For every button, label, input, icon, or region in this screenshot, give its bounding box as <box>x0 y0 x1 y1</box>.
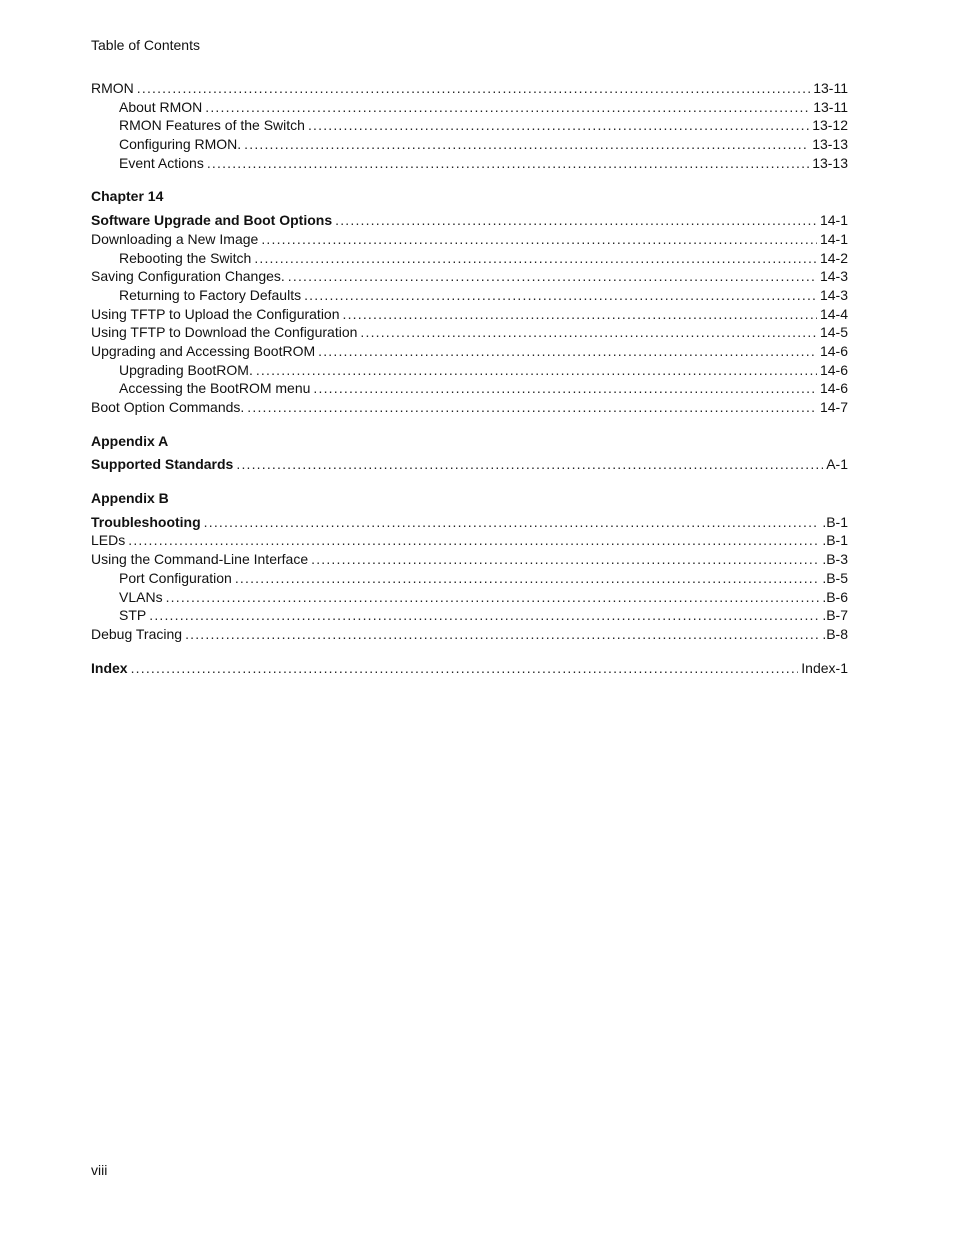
dot-leader <box>318 342 817 361</box>
toc-entry[interactable] <box>91 569 848 588</box>
toc-entry[interactable] <box>91 342 848 361</box>
section-heading: Appendix A <box>91 432 169 449</box>
toc-entry[interactable] <box>91 625 848 644</box>
toc-entry[interactable] <box>91 79 848 98</box>
toc-entry-page: 14-3 <box>819 286 848 303</box>
toc-entry-page: 14-4 <box>819 305 848 322</box>
dot-leader <box>256 361 817 380</box>
toc-entry-page: 13-12 <box>812 117 848 134</box>
toc-entry[interactable] <box>91 323 848 342</box>
toc-entry[interactable] <box>91 135 848 154</box>
toc-entry-title: Software Upgrade and Boot Options <box>91 212 333 229</box>
toc-entry[interactable] <box>91 154 848 173</box>
toc-entry-title: Debug Tracing <box>91 625 183 642</box>
toc-entry-page: Index-1 <box>801 659 848 676</box>
toc-entry-page: 13-11 <box>813 98 848 115</box>
toc-entry-page: .B-1 <box>822 513 848 530</box>
toc-entry[interactable] <box>91 116 848 135</box>
toc-entry-title: Supported Standards <box>91 456 234 473</box>
toc-entry-page: 14-6 <box>819 361 848 378</box>
toc-entry[interactable] <box>91 286 848 305</box>
dot-leader <box>166 588 820 607</box>
toc-entry-page: 14-6 <box>819 342 848 359</box>
toc-entry-page: 14-6 <box>819 380 848 397</box>
toc-entry-title: Configuring RMON. <box>119 136 242 153</box>
toc-entry[interactable] <box>91 230 848 249</box>
toc-entry-title: Index <box>91 659 128 676</box>
toc-entry-page: 14-5 <box>819 324 848 341</box>
toc-entry-title: RMON <box>91 80 134 96</box>
toc-entry-title: Using the Command-Line Interface <box>91 551 309 568</box>
page-number: viii <box>91 1162 108 1178</box>
dot-leader <box>313 379 817 398</box>
toc-entry-title: Rebooting the Switch <box>119 249 252 266</box>
running-header: Table of Contents <box>91 37 200 53</box>
toc-entry[interactable] <box>91 531 848 550</box>
toc-entry-page: .B-1 <box>822 532 848 549</box>
toc-entry-page: .B-8 <box>822 625 848 642</box>
toc-entry-page: 14-2 <box>819 249 848 266</box>
toc-entry-title: Returning to Factory Defaults <box>119 286 302 303</box>
toc-entry[interactable] <box>91 98 848 117</box>
toc-entry-page: 14-7 <box>819 399 848 415</box>
toc-entry[interactable] <box>91 398 848 417</box>
dot-leader <box>128 531 819 550</box>
toc-entry[interactable] <box>91 211 848 230</box>
dot-leader <box>247 398 817 417</box>
toc-entry[interactable] <box>91 588 848 607</box>
dot-leader <box>236 455 823 474</box>
dot-leader <box>137 79 810 98</box>
toc-entry-page: 13-11 <box>813 80 848 96</box>
table-of-contents <box>91 79 848 677</box>
dot-leader <box>335 211 817 230</box>
toc-entry-page: .B-5 <box>822 569 848 586</box>
toc-entry-title: Saving Configuration Changes. <box>91 268 285 285</box>
dot-leader <box>311 550 819 569</box>
toc-entry[interactable] <box>91 659 848 678</box>
section-heading: Appendix B <box>91 490 169 507</box>
toc-entry-title: Using TFTP to Download the Configuration <box>91 324 358 341</box>
dot-leader <box>185 625 819 644</box>
toc-entry-title: About RMON <box>119 98 203 115</box>
toc-entry-title: LEDs <box>91 532 126 549</box>
toc-entry-title: VLANs <box>119 588 163 605</box>
section-spacer <box>91 644 848 659</box>
toc-entry[interactable] <box>91 305 848 324</box>
toc-entry[interactable] <box>91 361 848 380</box>
dot-leader <box>235 569 819 588</box>
dot-leader <box>304 286 817 305</box>
toc-entry[interactable] <box>91 249 848 268</box>
toc-entry[interactable] <box>91 267 848 286</box>
toc-entry[interactable] <box>91 550 848 569</box>
dot-leader <box>244 135 809 154</box>
dot-leader <box>308 116 809 135</box>
dot-leader <box>131 659 799 678</box>
toc-entry-title: RMON Features of the Switch <box>119 117 305 134</box>
dot-leader <box>343 305 817 324</box>
section-heading: Chapter 14 <box>91 188 164 205</box>
toc-entry-title: Port Configuration <box>119 569 232 586</box>
toc-entry-page: .B-3 <box>822 551 848 568</box>
dot-leader <box>207 154 809 173</box>
toc-entry[interactable] <box>91 513 848 532</box>
toc-entry-title: Upgrading BootROM. <box>119 361 253 378</box>
toc-entry-title: Event Actions <box>119 154 204 171</box>
toc-entry-page: 14-1 <box>819 212 848 229</box>
toc-entry-title: Upgrading and Accessing BootROM <box>91 342 316 359</box>
toc-entry[interactable] <box>91 379 848 398</box>
dot-leader <box>149 606 819 625</box>
toc-entry-title: Boot Option Commands. <box>91 399 245 415</box>
toc-entry-title: Accessing the BootROM menu <box>119 380 311 397</box>
toc-entry-page: .B-6 <box>822 588 848 605</box>
toc-entry-page: .B-7 <box>822 607 848 624</box>
toc-entry-title: Troubleshooting <box>91 513 201 530</box>
toc-entry-title: STP <box>119 607 147 624</box>
toc-entry-page: 14-1 <box>819 230 848 247</box>
toc-entry-title: Downloading a New Image <box>91 230 259 247</box>
dot-leader <box>360 323 817 342</box>
toc-entry[interactable] <box>91 455 848 474</box>
dot-leader <box>204 513 820 532</box>
toc-entry-page: 13-13 <box>812 154 848 171</box>
toc-entry-page: A-1 <box>826 456 848 473</box>
dot-leader <box>288 267 817 286</box>
dot-leader <box>261 230 817 249</box>
dot-leader <box>205 98 810 117</box>
toc-entry[interactable] <box>91 606 848 625</box>
toc-entry-title: Using TFTP to Upload the Configuration <box>91 305 340 322</box>
dot-leader <box>254 249 817 268</box>
toc-entry-page: 13-13 <box>812 136 848 153</box>
toc-entry-page: 14-3 <box>819 268 848 285</box>
